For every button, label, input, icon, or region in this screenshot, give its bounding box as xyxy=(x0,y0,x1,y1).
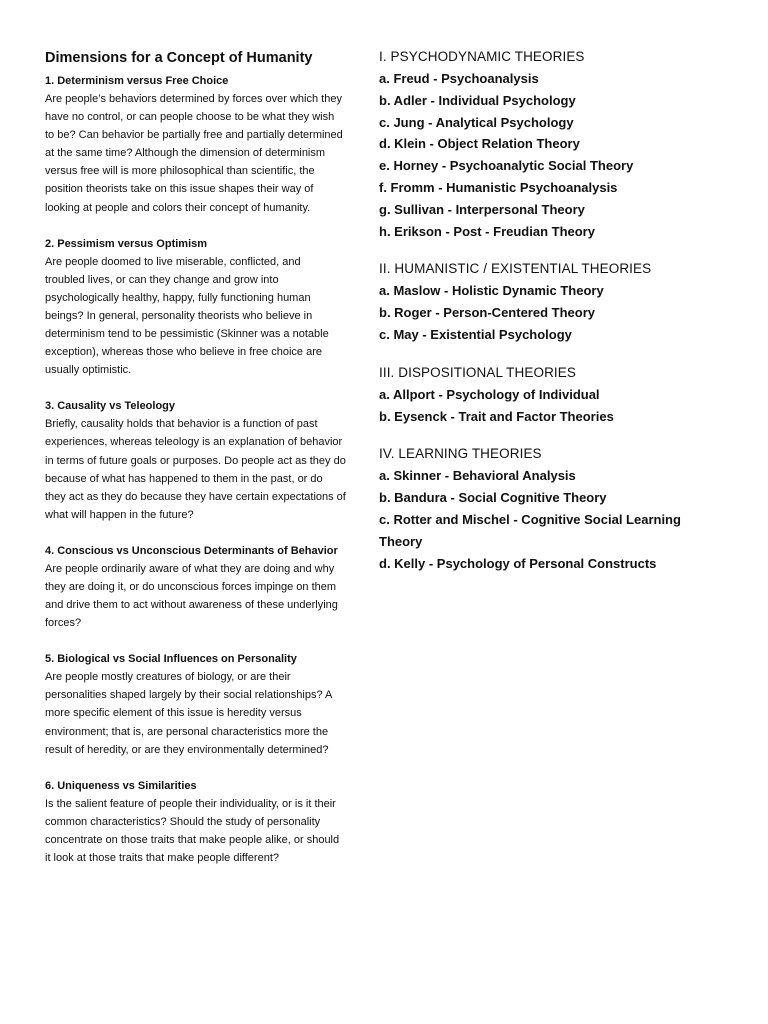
dimension-body-line: at the same time? Although the dimension of determinism xyxy=(45,147,326,160)
dimension-section xyxy=(45,650,365,758)
dimension-body-line: usually optimistic. xyxy=(45,364,132,377)
dimension-body-line: exception), whereas those who believe in free choice are xyxy=(45,346,322,359)
theory-item: c. May - Existential Psychology xyxy=(379,326,572,342)
theory-item: d. Klein - Object Relation Theory xyxy=(379,136,580,152)
dimension-body-line: result of heredity, or are they environmentally determined? xyxy=(45,743,329,756)
dimension-body-line: they act as they do because they have certain expectations of xyxy=(45,490,346,503)
theory-item: a. Maslow - Holistic Dynamic Theory xyxy=(379,283,604,299)
theory-item: c. Jung - Analytical Psychology xyxy=(379,114,574,130)
theory-item: b. Adler - Individual Psychology xyxy=(379,92,576,108)
dimension-section xyxy=(45,397,365,524)
dimension-body-line: Is the salient feature of people their individuality, or is it their xyxy=(45,797,336,810)
theory-group-title: IV. LEARNING THEORIES xyxy=(379,446,542,462)
theory-item: c. Rotter and Mischel - Cognitive Social Learning xyxy=(379,511,681,527)
dimension-body-line: they are doing it, or do unconscious forces impinge on them xyxy=(45,580,337,593)
theory-list xyxy=(379,68,729,242)
dimension-heading: 1. Determinism versus Free Choice xyxy=(45,75,229,87)
theory-group-title: I. PSYCHODYNAMIC THEORIES xyxy=(379,49,585,64)
dimension-heading: 6. Uniqueness vs Similarities xyxy=(45,779,197,792)
theory-groups xyxy=(379,46,729,574)
theories-column xyxy=(379,46,729,590)
theory-item: b. Bandura - Social Cognitive Theory xyxy=(379,490,607,506)
dimension-body-line: Are people ordinarily aware of what they are doing and why xyxy=(45,562,335,575)
dimension-body-line: Are people mostly creatures of biology, or are their xyxy=(45,671,291,684)
dimension-heading: 4. Conscious vs Unconscious Determinants of Behavior xyxy=(45,544,338,557)
dimension-body-line: concentrate on those traits that make people alike, or should xyxy=(45,833,340,846)
dimension-body-line: determinism tend to be pessimistic (Skinner was a notable xyxy=(45,328,329,341)
theory-item: a. Skinner - Behavioral Analysis xyxy=(379,468,576,484)
dimension-heading: 2. Pessimism versus Optimism xyxy=(45,237,208,250)
dimension-body-line: Are people doomed to live miserable, conflicted, and xyxy=(45,255,301,268)
dimension-body-line: forces? xyxy=(45,617,82,630)
dimension-body-line: experiences, whereas teleology is an explanation of behavior xyxy=(45,436,343,449)
dimension-body-line: and drive them to act without awareness of these underlying xyxy=(45,599,338,612)
dimension-section xyxy=(45,777,365,867)
theory-item: d. Kelly - Psychology of Personal Constructs xyxy=(379,555,657,571)
theory-item: h. Erikson - Post - Freudian Theory xyxy=(379,223,595,239)
dimension-body-line: common characteristics? Should the study of personality xyxy=(45,815,321,828)
dimension-body-line: position theorists take on this issue shapes their way of xyxy=(45,183,314,196)
dimension-body-line: psychologically healthy, happy, fully functioning human xyxy=(45,291,311,304)
theory-item: e. Horney - Psychoanalytic Social Theory xyxy=(379,158,634,174)
dimension-section xyxy=(45,235,365,380)
dimension-body-line: because of what has happened to them in the past, or do xyxy=(45,472,323,485)
dimension-body-line: Briefly, causality holds that behavior is a function of past xyxy=(45,418,318,431)
dimension-body-line: more specific element of this issue is heredity versus xyxy=(45,707,302,720)
dimension-section xyxy=(45,72,365,217)
dimension-section xyxy=(45,542,365,632)
theory-group xyxy=(379,443,729,574)
theory-item: Theory xyxy=(379,533,423,549)
dimension-body-line: looking at people and colors their concept of humanity. xyxy=(45,201,311,214)
theory-item: a. Allport - Psychology of Individual xyxy=(379,386,600,402)
dimension-body-line: have no control, or can people choose to be what they wish xyxy=(45,111,335,124)
theory-item: f. Fromm - Humanistic Psychoanalysis xyxy=(379,179,618,195)
theory-list xyxy=(379,465,729,574)
dimension-body-line: to be? Can behavior be partially free and partially determined xyxy=(45,129,343,142)
theory-list xyxy=(379,280,729,345)
dimension-body-line: environment; that is, are personal characteristics more the xyxy=(45,725,329,738)
dimensions-column xyxy=(45,48,365,885)
theory-list xyxy=(379,384,729,428)
theory-group xyxy=(379,362,729,428)
theory-group-title: III. DISPOSITIONAL THEORIES xyxy=(379,364,576,380)
theory-item: g. Sullivan - Interpersonal Theory xyxy=(379,201,585,217)
theory-item: b. Roger - Person-Centered Theory xyxy=(379,305,595,321)
dimension-body-line: versus free will is more philosophical than scientific, the xyxy=(45,165,315,178)
document-title: Dimensions for a Concept of Humanity xyxy=(45,50,313,66)
dimension-body-line: personalities shaped largely by their social relationships? A xyxy=(45,689,333,702)
dimension-sections xyxy=(45,72,365,867)
dimension-heading: 5. Biological vs Social Influences on Personality xyxy=(45,653,297,666)
theory-item: b. Eysenck - Trait and Factor Theories xyxy=(379,408,614,424)
theory-group xyxy=(379,258,729,345)
dimension-body-line: beings? In general, personality theorists who believe in xyxy=(45,309,313,322)
dimension-body-line: Are people’s behaviors determined by forces over which they xyxy=(45,93,342,105)
dimension-body-line: troubled lives, or can they change and grow into xyxy=(45,273,279,286)
dimension-body-line: what will happen in the future? xyxy=(45,508,194,521)
theory-group xyxy=(379,46,729,242)
dimension-body-line: in terms of future goals or purposes. Do people act as they do xyxy=(45,454,346,467)
dimension-body-line: it look at those traits that make people different? xyxy=(45,852,279,864)
theory-group-title: II. HUMANISTIC / EXISTENTIAL THEORIES xyxy=(379,261,652,277)
theory-item: a. Freud - Psychoanalysis xyxy=(379,71,539,86)
dimension-heading: 3. Causality vs Teleology xyxy=(45,400,176,413)
